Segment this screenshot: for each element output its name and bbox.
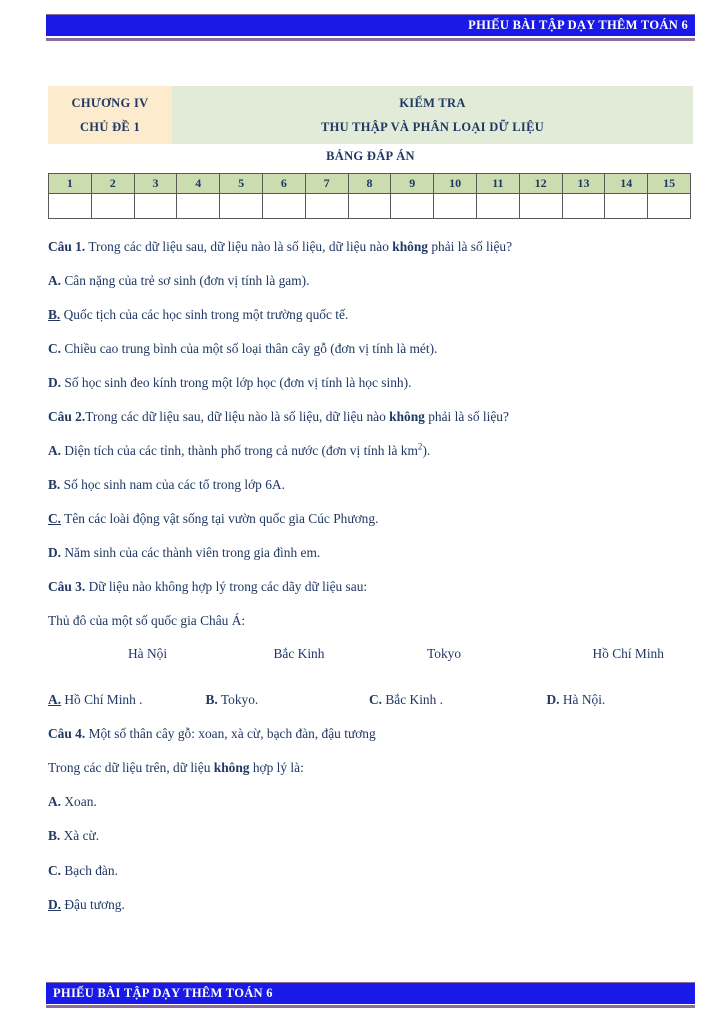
question-3-option-d[interactable]	[519, 692, 697, 708]
answer-table-header-cell: 5	[220, 174, 263, 194]
question-3-prompt	[48, 578, 696, 596]
question-3-number: Câu 3.	[48, 578, 86, 594]
question-2-prompt	[48, 408, 696, 426]
option-text: Xà cừ.	[60, 828, 100, 844]
answer-table-answer-cell[interactable]	[434, 194, 477, 219]
city-item: Hà Nội	[128, 646, 168, 662]
answer-table-header-cell: 12	[519, 174, 562, 194]
question-4-option-d[interactable]	[48, 896, 696, 914]
question-3-text: Dữ liệu nào không hợp lý trong các dãy dữ liệu sau:	[85, 578, 368, 594]
question-2-emphasis: không	[389, 409, 425, 425]
option-text: Chiều cao trung bình của một số loại thân cây gỗ (đơn vị tính là mét).	[61, 341, 438, 357]
question-3-subprompt: Thủ đô của một số quốc gia Châu Á:	[48, 613, 246, 629]
option-letter: C.	[369, 692, 383, 708]
option-letter: B.	[48, 307, 61, 323]
answer-table-answer-row	[49, 194, 691, 219]
option-text: Cân nặng của trẻ sơ sinh (đơn vị tính là gam).	[61, 273, 310, 289]
question-1-option-d[interactable]	[48, 374, 696, 392]
answer-table-answer-cell[interactable]	[348, 194, 391, 219]
footer-bottom-rule	[46, 1005, 695, 1008]
question-2-text-before: Trong các dữ liệu sau, dữ liệu nào là số liệu, dữ liệu nào	[85, 409, 390, 425]
option-letter: C.	[48, 510, 62, 526]
answer-table-header-cell: 8	[348, 174, 391, 194]
answer-table-answer-cell[interactable]	[562, 194, 605, 219]
answer-table-answer-cell[interactable]	[391, 194, 434, 219]
answer-table-header-cell: 3	[134, 174, 177, 194]
option-letter: D.	[48, 544, 62, 560]
footer-title-text: PHIẾU BÀI TẬP DẠY THÊM TOÁN 6	[53, 986, 273, 1000]
question-1-option-b[interactable]	[48, 306, 696, 324]
answer-table-answer-cell[interactable]	[220, 194, 263, 219]
answer-table-header-cell: 7	[305, 174, 348, 194]
question-4-text: Một số thân cây gỗ: xoan, xà cừ, bạch đàn, đậu tương	[85, 726, 376, 742]
page-footer-banner	[46, 982, 695, 1008]
option-text: Diện tích của các tỉnh, thành phố trong cả nước (đơn vị tính là km	[61, 442, 418, 458]
option-letter: A.	[48, 442, 62, 458]
question-2-option-b[interactable]	[48, 476, 696, 494]
answer-table-answer-cell[interactable]	[648, 194, 691, 219]
answer-table-answer-cell[interactable]	[305, 194, 348, 219]
question-4-option-b[interactable]	[48, 827, 696, 845]
option-superscript: 2	[417, 441, 423, 452]
question-1-prompt	[48, 238, 696, 256]
answer-table-answer-cell[interactable]	[605, 194, 648, 219]
question-3-option-c[interactable]	[355, 692, 519, 708]
answer-table-answer-cell[interactable]	[262, 194, 305, 219]
option-letter: D.	[48, 375, 62, 391]
title-exam-cell	[172, 86, 693, 144]
question-2-number: Câu 2.	[48, 409, 86, 425]
answer-table-header-cell: 14	[605, 174, 648, 194]
answer-table-caption: BẢNG ĐÁP ÁN	[326, 149, 415, 163]
option-letter: A.	[48, 692, 62, 708]
question-2-option-d[interactable]	[48, 544, 696, 562]
topic-label: CHỦ ĐỀ 1	[79, 119, 141, 134]
option-letter: D.	[546, 692, 560, 708]
option-letter: A.	[48, 273, 62, 289]
question-3-option-b[interactable]	[198, 692, 356, 708]
answer-table-header-cell: 15	[648, 174, 691, 194]
question-1-option-a[interactable]	[48, 272, 696, 290]
question-4-emphasis: không	[213, 760, 250, 776]
city-item: Tokyo	[427, 646, 462, 662]
answer-table-header-cell: 6	[262, 174, 305, 194]
answer-table-header-cell: 11	[476, 174, 519, 194]
option-text: Năm sinh của các thành viên trong gia đình em.	[61, 544, 321, 560]
answer-table-answer-cell[interactable]	[49, 194, 92, 219]
answer-table-header-cell: 9	[391, 174, 434, 194]
question-1-option-c[interactable]	[48, 340, 696, 358]
answer-table-header-cell: 1	[49, 174, 92, 194]
question-4-sub-after: hợp lý là:	[249, 760, 304, 776]
option-text: Quốc tịch của các học sinh trong một trường quốc tế.	[60, 307, 349, 323]
question-3-city-row	[48, 646, 696, 662]
header-bottom-rule	[46, 38, 695, 41]
option-text: Tokyo.	[217, 692, 259, 708]
option-text: Tên các loài động vật sống tại vườn quốc gia Cúc Phương.	[61, 510, 379, 526]
option-text: Số học sinh đeo kính trong một lớp học (đơn vị tính là học sinh).	[61, 375, 412, 391]
question-4-option-c[interactable]	[48, 862, 696, 880]
answer-table	[48, 173, 691, 219]
answer-table-answer-cell[interactable]	[91, 194, 134, 219]
option-text: Hà Nội.	[559, 692, 606, 708]
footer-blue-bar	[46, 983, 695, 1004]
option-letter: C.	[48, 341, 62, 357]
option-letter: B.	[48, 476, 61, 492]
option-letter: C.	[48, 862, 62, 878]
question-3-options-row	[48, 692, 696, 708]
answer-table-answer-cell[interactable]	[519, 194, 562, 219]
answer-table-header-cell: 4	[177, 174, 220, 194]
question-2-text-after: phải là số liệu?	[424, 409, 509, 425]
header-title-text: PHIẾU BÀI TẬP DẠY THÊM TOÁN 6	[468, 18, 688, 32]
option-text: Bắc Kinh .	[382, 692, 444, 708]
question-1-number: Câu 1.	[48, 239, 86, 254]
exam-subject-label: THU THẬP VÀ PHÂN LOẠI DỮ LIỆU	[320, 119, 545, 134]
title-chapter-cell	[48, 86, 172, 144]
worksheet-title-box	[48, 86, 693, 144]
question-4-subprompt	[48, 759, 696, 777]
question-1-text-after: phải là số liệu?	[427, 239, 513, 254]
questions-container	[48, 238, 696, 930]
option-text: Bạch đàn.	[61, 862, 118, 878]
page-header-banner	[46, 14, 695, 41]
question-1-text-before: Trong các dữ liệu sau, dữ liệu nào là số liệu, dữ liệu nào	[85, 239, 393, 254]
question-4-prompt	[48, 725, 696, 743]
question-2-option-a[interactable]	[48, 442, 696, 460]
option-letter: D.	[48, 896, 62, 912]
option-text: Đậu tương.	[61, 896, 125, 912]
answer-table-header-cell: 13	[562, 174, 605, 194]
question-1-emphasis: không	[392, 239, 428, 254]
question-4-sub-before: Trong các dữ liệu trên, dữ liệu	[48, 760, 214, 776]
question-4-option-a[interactable]	[48, 793, 696, 811]
header-blue-bar	[46, 15, 695, 36]
option-text-after: ).	[422, 442, 431, 458]
city-item: Bắc Kinh	[273, 646, 325, 662]
question-3-option-a[interactable]	[48, 692, 198, 708]
option-text: Hồ Chí Minh .	[61, 692, 143, 708]
question-4-number: Câu 4.	[48, 726, 86, 742]
answer-table-header-cell: 2	[91, 174, 134, 194]
question-2-option-c[interactable]	[48, 510, 696, 528]
answer-table-answer-cell[interactable]	[177, 194, 220, 219]
answer-table-header-row	[49, 174, 691, 194]
chapter-label: CHƯƠNG IV	[71, 95, 149, 110]
option-letter: B.	[48, 828, 61, 844]
exam-label: KIỂM TRA	[399, 95, 466, 110]
option-text: Số học sinh nam của các tổ trong lớp 6A.	[60, 476, 285, 492]
answer-table-header-cell: 10	[434, 174, 477, 194]
answer-table-answer-cell[interactable]	[134, 194, 177, 219]
option-text: Xoan.	[61, 794, 97, 810]
option-letter: B.	[205, 692, 218, 708]
city-item: Hồ Chí Minh	[592, 646, 664, 662]
option-letter: A.	[48, 794, 62, 810]
answer-table-answer-cell[interactable]	[476, 194, 519, 219]
